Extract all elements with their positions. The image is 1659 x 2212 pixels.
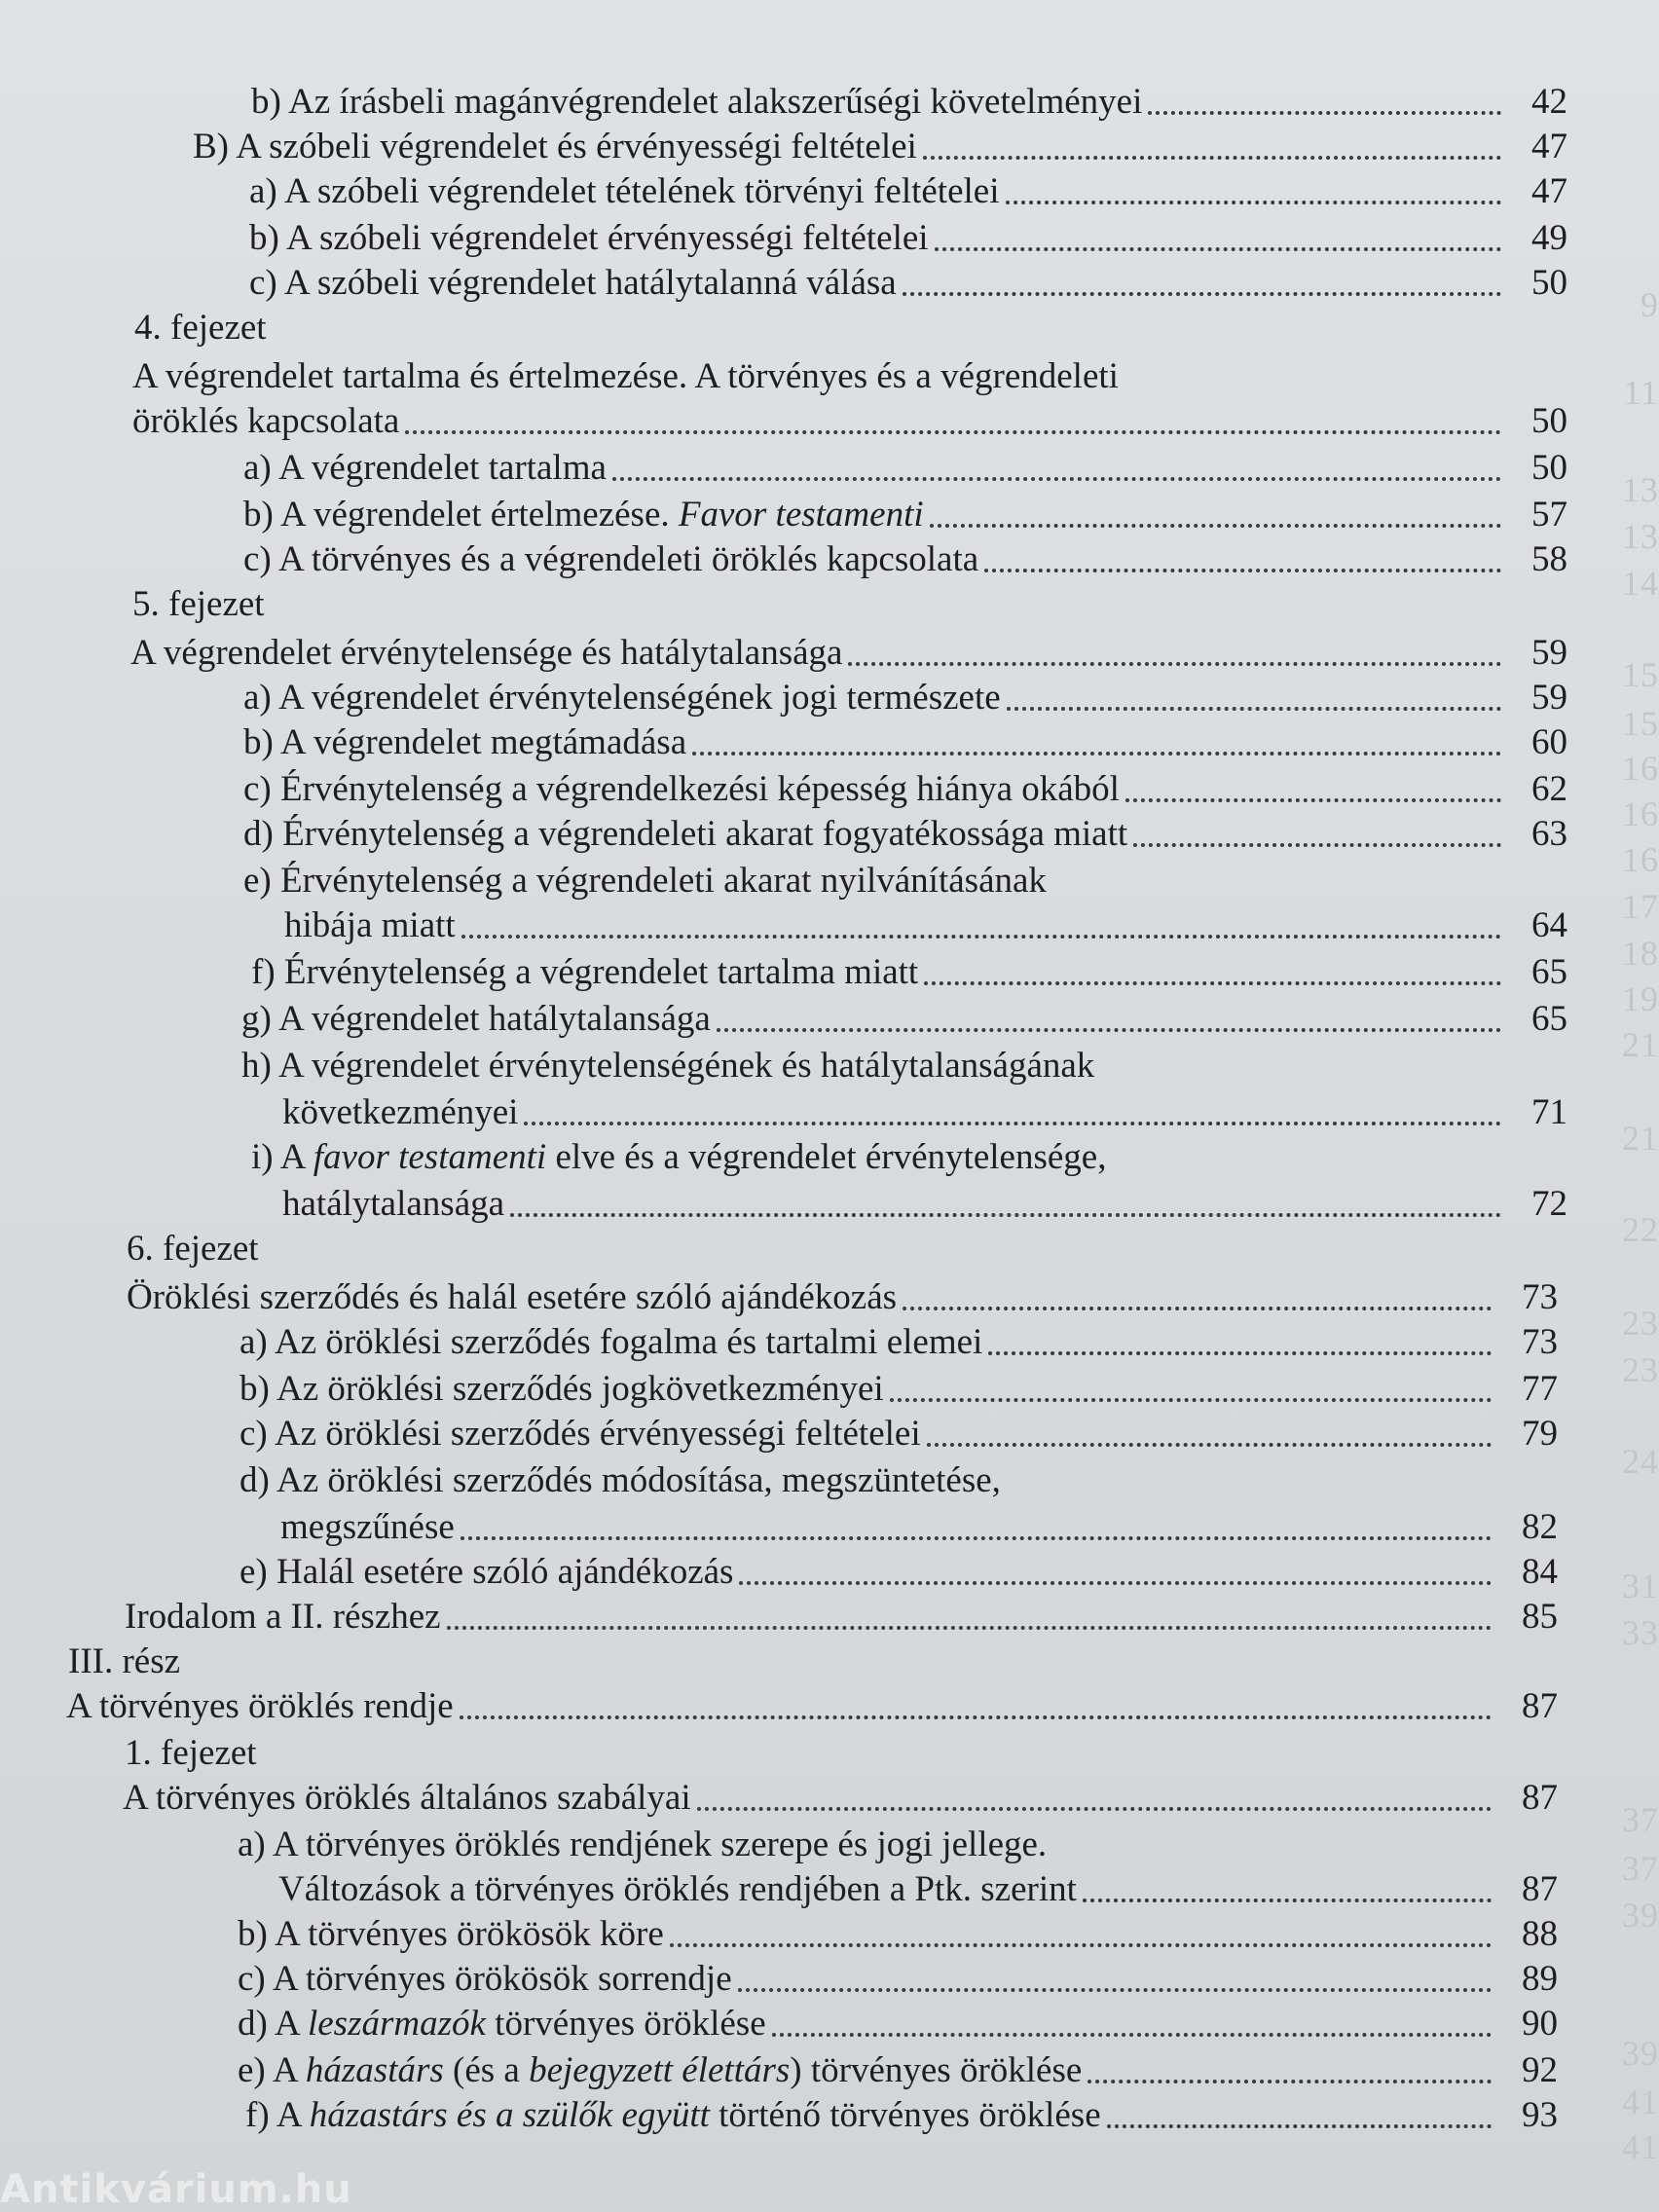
toc-entry-title: B) A szóbeli végrendelet és érvényességi feltételei	[193, 127, 917, 166]
bleed-through-number: 16	[1622, 749, 1659, 788]
toc-entry-page: 65	[1531, 952, 1567, 992]
toc-entry-title: c) A törvényes örökösök sorrendje	[238, 1959, 732, 1999]
dot-leader	[930, 524, 1501, 528]
bleed-through-number: 14	[1622, 564, 1659, 603]
dot-leader	[1007, 707, 1501, 711]
dot-leader	[697, 1807, 1492, 1811]
toc-entry-title: Öröklési szerződés és halál esetére szóló ajándékozás	[127, 1277, 898, 1317]
toc-entry	[249, 216, 1567, 261]
toc-entry-page: 58	[1531, 539, 1567, 579]
toc-entry-title: A végrendelet érvénytelensége és hatálytalansága	[130, 633, 843, 673]
dot-leader	[460, 1715, 1492, 1719]
toc-entry-title: c) A törvényes és a végrendeleti öröklés kapcsolata	[243, 539, 979, 579]
toc-entry-title: d) A leszármazók törvényes öröklése	[238, 2004, 766, 2044]
toc-entry-page: 87	[1522, 1778, 1558, 1818]
bleed-through-number: 31	[1622, 1567, 1659, 1605]
bleed-through-number: 33	[1622, 1613, 1659, 1652]
toc-entry-page: 85	[1522, 1597, 1558, 1637]
toc-entry-title: e) Érvénytelenség a végrendeleti akarat nyilvánításának	[243, 861, 1047, 901]
toc-entry	[238, 2002, 1558, 2046]
toc-entry-page: 93	[1522, 2095, 1558, 2135]
dot-leader	[890, 1398, 1492, 1402]
toc-entry-title: b) Az írásbeli magánvégrendelet alakszerűségi követelményei	[251, 82, 1143, 122]
toc-entry-page: 92	[1522, 2050, 1558, 2090]
toc-entry	[243, 676, 1567, 720]
toc-entry-title: i) A favor testamenti elve és a végrendelet érvénytelensége,	[251, 1137, 1107, 1177]
toc-entry-title: a) A törvényes öröklés rendjének szerepe és jogi jellege.	[238, 1825, 1048, 1864]
toc-entry	[284, 903, 1567, 948]
toc-entry-title: A törvényes öröklés rendje	[66, 1686, 454, 1726]
toc-entry-title: g) A végrendelet hatálytalansága	[241, 999, 711, 1039]
toc-entry	[66, 1684, 1558, 1729]
toc-entry-page: 59	[1531, 678, 1567, 718]
dot-leader	[1083, 1899, 1492, 1902]
toc-entry-page: 87	[1522, 1686, 1558, 1726]
toc-entry-page: 63	[1531, 814, 1567, 854]
watermark: Antikvárium.hu	[0, 2167, 352, 2212]
dot-leader	[405, 430, 1501, 434]
dot-leader	[923, 156, 1501, 160]
dot-leader	[461, 935, 1501, 939]
bleed-through-number: 13	[1622, 517, 1659, 556]
toc-entry	[240, 1367, 1558, 1412]
toc-entry-page: 47	[1531, 127, 1567, 166]
toc-entry	[278, 1867, 1558, 1912]
toc-entry-page: 57	[1531, 495, 1567, 535]
toc-entry-page: 87	[1522, 1869, 1558, 1909]
bleed-through-number: 39	[1622, 2034, 1659, 2073]
toc-entry	[238, 1957, 1558, 2002]
dot-leader	[1006, 201, 1502, 204]
dot-leader	[739, 1581, 1492, 1585]
toc-entry-page: 50	[1531, 401, 1567, 441]
toc-entry	[130, 631, 1567, 676]
dot-leader	[692, 752, 1501, 756]
toc-entry-title: Irodalom a II. részhez	[125, 1597, 441, 1637]
toc-entry-page: 59	[1531, 633, 1567, 673]
dot-leader	[612, 477, 1501, 481]
dot-leader	[738, 1988, 1492, 1992]
toc-entry-page: 47	[1531, 171, 1567, 211]
toc-entry	[238, 1912, 1558, 1957]
bleed-through-number: 37	[1622, 1849, 1659, 1888]
toc-entry	[127, 1275, 1558, 1320]
toc-entry	[132, 399, 1567, 444]
dot-leader	[1107, 2124, 1492, 2128]
bleed-through-number: 16	[1622, 794, 1659, 833]
toc-entry	[243, 493, 1567, 537]
toc-entry-title: megszűnése	[280, 1507, 455, 1547]
toc-entry	[280, 1505, 1558, 1550]
dot-leader	[524, 1122, 1501, 1125]
bleed-through-number: 9	[1641, 285, 1659, 324]
toc-entry-page: 88	[1522, 1914, 1558, 1954]
toc-entry-title: a) Az öröklési szerződés fogalma és tartalmi elemei	[240, 1322, 983, 1362]
bleed-through-number: 23	[1622, 1350, 1659, 1389]
toc-entry-title: hatálytalansága	[282, 1184, 505, 1224]
dot-leader	[461, 1536, 1492, 1540]
toc-entry-title: h) A végrendelet érvénytelenségének és hatálytalanságának	[241, 1046, 1095, 1086]
bleed-through-number: 41	[1622, 2083, 1659, 2121]
toc-entry-title: b) Az öröklési szerződés jogkövetkezményei	[240, 1369, 884, 1409]
bleed-through-number: 24	[1622, 1442, 1659, 1481]
toc-entry-title: d) Az öröklési szerződés módosítása, megszüntetése,	[240, 1460, 1001, 1500]
toc-entry-page: 90	[1522, 2004, 1558, 2044]
dot-leader	[772, 2033, 1492, 2037]
bleed-through-number: 21	[1622, 1025, 1659, 1064]
toc-entry-title: a) A szóbeli végrendelet tételének törvényi feltételei	[249, 171, 1000, 211]
toc-entry-title: Változások a törvényes öröklés rendjében a Ptk. szerint	[278, 1869, 1077, 1909]
toc-entry-page: 72	[1531, 1184, 1567, 1224]
bleed-through-number: 19	[1622, 979, 1659, 1018]
toc-entry-title: c) Érvénytelenség a végrendelkezési képesség hiánya okából	[243, 769, 1120, 809]
chapter-heading: 4. fejezet	[134, 308, 267, 348]
toc-entry	[243, 446, 1567, 491]
dot-leader	[984, 569, 1501, 572]
dot-leader	[447, 1626, 1492, 1630]
toc-entry-page: 42	[1531, 82, 1567, 122]
bleed-through-number: 22	[1622, 1210, 1659, 1249]
toc-entry-page: 65	[1531, 999, 1567, 1039]
toc-entry	[282, 1182, 1567, 1227]
toc-entry	[243, 767, 1567, 812]
toc-entry-title: következményei	[282, 1092, 519, 1132]
toc-entry	[240, 1412, 1558, 1456]
toc-entry-title: b) A szóbeli végrendelet érvényességi feltételei	[249, 218, 929, 258]
dot-leader	[848, 662, 1501, 666]
toc-entry-page: 79	[1522, 1414, 1558, 1454]
toc-entry-title: d) Érvénytelenség a végrendeleti akarat fogyatékossága miatt	[243, 814, 1128, 854]
part-heading: III. rész	[68, 1641, 181, 1681]
toc-entry	[249, 169, 1567, 214]
toc-entry-title: e) Halál esetére szóló ajándékozás	[240, 1552, 734, 1592]
toc-entry	[193, 125, 1567, 169]
bleed-through-number: 16	[1622, 840, 1659, 879]
toc-entry-page: 84	[1522, 1552, 1558, 1592]
bleed-through-number: 15	[1622, 704, 1659, 743]
bleed-through-number: 21	[1622, 1119, 1659, 1158]
toc-entry-title: öröklés kapcsolata	[132, 401, 400, 441]
bleed-through-number: 11	[1623, 373, 1659, 412]
chapter-heading: 6. fejezet	[127, 1229, 259, 1269]
toc-entry-title: a) A végrendelet érvénytelenségének jogi természete	[243, 678, 1001, 718]
dot-leader	[1133, 843, 1501, 847]
toc-entry-page: 73	[1522, 1277, 1558, 1317]
toc-entry	[241, 997, 1567, 1042]
toc-entry-page: 60	[1531, 722, 1567, 762]
dot-leader	[927, 1443, 1492, 1447]
dot-leader	[510, 1213, 1501, 1217]
toc-entry	[238, 2048, 1558, 2093]
toc-entry-title: b) A törvényes örökösök köre	[238, 1914, 664, 1954]
toc-entry-page: 50	[1531, 263, 1567, 303]
toc-entry-page: 62	[1531, 769, 1567, 809]
chapter-heading: 1. fejezet	[125, 1733, 257, 1773]
toc-entry	[251, 80, 1567, 125]
toc-entry-page: 89	[1522, 1959, 1558, 1999]
toc-entry-title: hibája miatt	[284, 905, 456, 945]
toc-entry-title: b) A végrendelet értelmezése. Favor testamenti	[243, 495, 924, 535]
toc-entry	[243, 812, 1567, 857]
bleed-through-number: 23	[1622, 1304, 1659, 1343]
bleed-through-number: 17	[1622, 887, 1659, 926]
bleed-through-number: 37	[1622, 1800, 1659, 1839]
dot-leader	[670, 1943, 1492, 1947]
dot-leader	[1148, 111, 1501, 115]
toc-entry	[240, 1550, 1558, 1595]
toc-entry-page: 49	[1531, 218, 1567, 258]
bleed-through-number: 13	[1622, 470, 1659, 509]
toc-entry-title: e) A házastárs (és a bejegyzett élettárs) törvényes öröklése	[238, 2050, 1083, 2090]
toc-entry-page: 77	[1522, 1369, 1558, 1409]
dot-leader	[1125, 798, 1501, 802]
dot-leader	[1088, 2080, 1492, 2083]
toc-entry-title: A törvényes öröklés általános szabályai	[123, 1778, 691, 1818]
bleed-through-number: 15	[1622, 655, 1659, 694]
toc-entry	[282, 1090, 1567, 1135]
dot-leader	[717, 1028, 1501, 1032]
toc-entry-title: c) A szóbeli végrendelet hatálytalanná válása	[249, 263, 897, 303]
chapter-heading: 5. fejezet	[132, 584, 265, 624]
toc-entry	[125, 1595, 1558, 1640]
toc-entry	[243, 720, 1567, 765]
toc-entry-page: 82	[1522, 1507, 1558, 1547]
chapter-title: A végrendelet tartalma és értelmezése. A törvényes és a végrendeleti	[132, 356, 1119, 396]
bleed-through-number: 18	[1622, 934, 1659, 973]
toc-entry	[245, 2093, 1558, 2138]
toc-entry-page: 71	[1531, 1092, 1567, 1132]
toc-entry-title: f) A házastárs és a szülők együtt történő törvényes öröklése	[245, 2095, 1101, 2135]
dot-leader	[935, 247, 1501, 251]
bleed-through-number: 39	[1622, 1896, 1659, 1935]
toc-entry	[249, 261, 1567, 306]
toc-entry-title: f) Érvénytelenség a végrendelet tartalma miatt	[251, 952, 919, 992]
toc-entry-title: c) Az öröklési szerződés érvényességi feltételei	[240, 1414, 921, 1454]
toc-entry-page: 73	[1522, 1322, 1558, 1362]
toc-entry-page: 64	[1531, 905, 1567, 945]
dot-leader	[988, 1351, 1492, 1355]
dot-leader	[924, 981, 1501, 985]
toc-entry	[243, 537, 1567, 582]
toc-entry-title: b) A végrendelet megtámadása	[243, 722, 687, 762]
toc-entry-page: 50	[1531, 448, 1567, 488]
toc-entry	[240, 1320, 1558, 1365]
dot-leader	[903, 1307, 1492, 1310]
dot-leader	[903, 292, 1501, 296]
bleed-through-number: 41	[1622, 2127, 1659, 2166]
toc-entry	[251, 950, 1567, 995]
toc-entry-title: a) A végrendelet tartalma	[243, 448, 607, 488]
toc-entry	[123, 1776, 1558, 1821]
